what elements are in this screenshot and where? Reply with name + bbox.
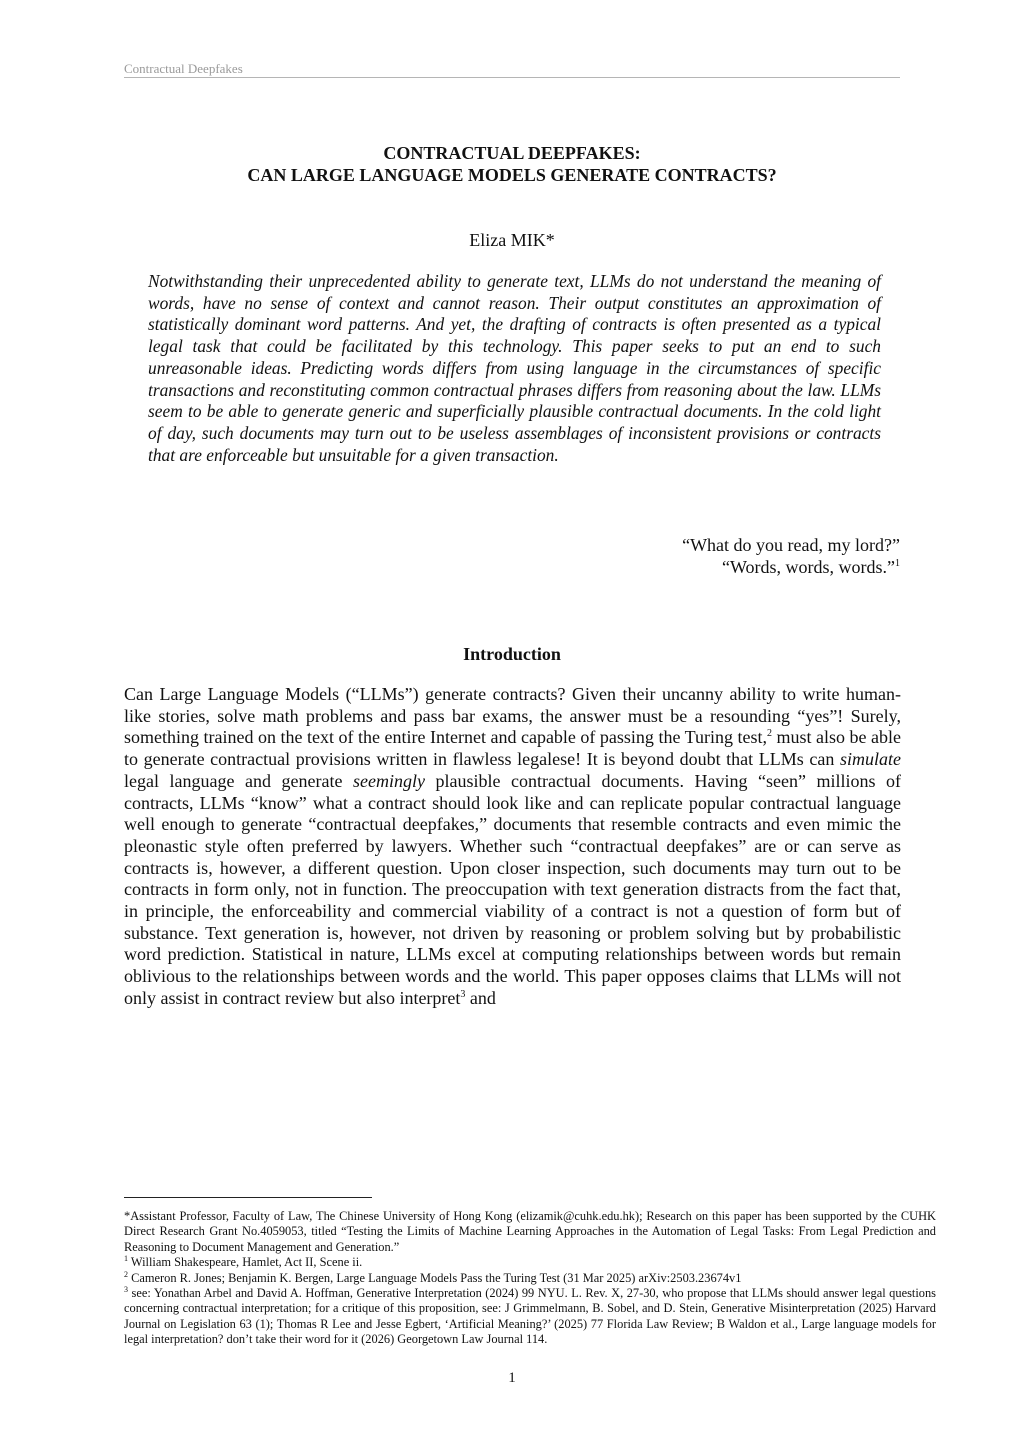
- section-heading-introduction: Introduction: [463, 644, 561, 664]
- footnote-3-mark: 3: [124, 1284, 128, 1294]
- footnote-1-text: William Shakespeare, Hamlet, Act II, Scene ii.: [128, 1255, 363, 1270]
- footnote-2: [124, 1271, 936, 1286]
- page-number: 1: [508, 1370, 516, 1386]
- body-text-part-5: and: [465, 987, 496, 1008]
- abstract: Notwithstanding their unprecedented ability to generate text, LLMs do not understand the meaning of words, have no sense of context and cannot reason. Their output constitutes an approximation of statistically dominant word patterns. And yet, the drafting of contracts is often presented as a typical legal task that could be facilitated by this technology. This paper seeks to put an end to such unreasonable ideas. Predicting words differs from using language in the circumstances of specific transactions and reconstituting common contractual phrases differs from reasoning about the law. LLMs seem to be able to generate generic and superficially plausible contractual documents. In the cold light of day, such documents may turn out to be useless assemblages of inconsistent provisions or contracts that are enforceable but unsuitable for a given transaction.: [148, 271, 881, 465]
- body-text-part-3: legal language and generate: [124, 770, 353, 791]
- title-line-2: CAN LARGE LANGUAGE MODELS GENERATE CONTRACTS?: [247, 165, 777, 185]
- epigraph: [682, 534, 900, 578]
- footnote-ref-1[interactable]: 1: [895, 558, 900, 569]
- body-text-part-1: Can Large Language Models (“LLMs”) generate contracts? Given their uncanny ability to write human-like stories, solve math problems and pass bar exams, the answer must be a resounding “yes”! Surely, something trained on the text of the entire Internet and capable of passing the Turing test,: [124, 684, 901, 748]
- footnote-3-text: see: Yonathan Arbel and David A. Hoffman, Generative Interpretation (2024) 99 NYU. L. Rev. X, 27-30, who propose that LLMs should answer legal questions concerning contractual interpretation; for a critique of this proposition, see: J Grimmelmann, B. Sobel, and D. Stein, Generative Misinterpretation (2025) Harvard Journal on Legislation 63 (1); Thomas R Lee and Jesse Egbert, ‘Artificial Meaning?’ (2025) 77 Florida Law Review; B Waldon et al., Large language models for legal interpretation? don’t take their word for it (2026) Georgetown Law Journal 114.: [124, 1286, 936, 1347]
- footnote-3: [124, 1286, 936, 1348]
- epigraph-line-1: “What do you read, my lord?”: [682, 535, 900, 555]
- body-text-part-2: must also be able to generate contractual provisions written in flawless legalese! It is beyond doubt that LLMs can: [124, 727, 901, 770]
- footnote-star: *Assistant Professor, Faculty of Law, The Chinese University of Hong Kong (elizamik@cuhk.edu.hk); Research on this paper has been supported by the CUHK Direct Research Grant No.4059053, titled “Testing the Limits of Machine Learning Approaches in the Automation of Legal Tasks: From Legal Prediction and Reasoning to Document Management and Generation.”: [124, 1209, 936, 1254]
- footnotes: [124, 1209, 936, 1348]
- epigraph-line-2: [682, 556, 900, 578]
- body-text-part-4: plausible contractual documents. Having “seen” millions of contracts, LLMs “know” what a contract should look like and can replicate popular contractual language well enough to generate “contractual deepfakes,” documents that resemble contracts and even mimic the pleonastic style often preferred by lawyers. Whether such “contractual deepfakes” are or can serve as contracts is, however, a different question. Upon closer inspection, such documents may turn out to be contracts in form only, not in function. The preoccupation with text generation distracts from the fact that, in principle, the enforceability and commercial viability of a contract is not a question of form but of substance. Text generation is, however, not driven by reasoning or problem solving but by probabilistic word prediction. Statistical in nature, LLMs excel at computing relationships between words but remain oblivious to the relationships between words and the world. This paper opposes claims that LLMs will not only assist in contract review but also interpret: [124, 770, 901, 1008]
- footnote-2-mark: 2: [124, 1269, 128, 1279]
- epigraph-line-2-text: “Words, words, words.”: [721, 557, 895, 577]
- footnote-1-mark: 1: [124, 1254, 128, 1264]
- footnote-ref-3[interactable]: 3: [460, 988, 466, 1000]
- emphasis-seemingly: seemingly: [352, 770, 425, 791]
- footnote-ref-2[interactable]: 2: [766, 728, 772, 740]
- footnote-2-text: Cameron R. Jones; Benjamin K. Bergen, Large Language Models Pass the Turing Test (31 Mar 2025) arXiv:2503.23674v1: [128, 1270, 742, 1285]
- title-line-1: CONTRACTUAL DEEPFAKES:: [383, 143, 641, 163]
- paper-title: [124, 142, 900, 186]
- body-paragraph: [124, 684, 901, 1010]
- author-name: Eliza MIK*: [469, 230, 555, 250]
- footnote-divider: [124, 1197, 372, 1198]
- emphasis-simulate: simulate: [840, 749, 901, 770]
- footnote-1: [124, 1255, 936, 1270]
- running-head: Contractual Deepfakes: [124, 62, 900, 78]
